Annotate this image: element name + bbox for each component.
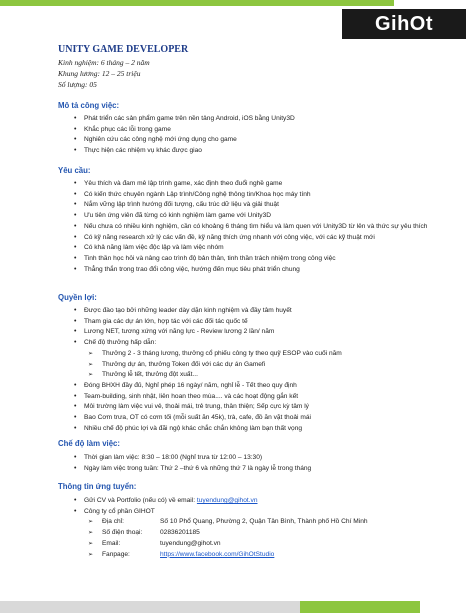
schedule-list (74, 453, 454, 474)
list-item: • Thực hiện các nhiệm vụ khác được giao (74, 146, 454, 157)
list-item: • Công ty cổ phần GIHOT (74, 507, 454, 518)
contact-value: Số 10 Phổ Quang, Phường 2, Quận Tân Bình, Thành phố Hồ Chí Minh (160, 518, 368, 526)
list-item: • Chế độ thưởng hấp dẫn: (74, 338, 454, 349)
list-item: • Lương NET, tương xứng với năng lực - Review lương 2 lần/ năm (74, 327, 454, 338)
list-item: • Được đào tạo bởi những leader dày dặn kinh nghiệm và đầy tâm huyết (74, 306, 454, 317)
job-title: UNITY GAME DEVELOPER (58, 44, 189, 55)
gihot-logo: GihOt (342, 9, 466, 39)
list-item: • Có kỹ năng research xử lý các vấn đề, kỹ năng thích ứng nhanh với công việc, với các kỹ thuật mới (74, 233, 454, 244)
header-band (0, 0, 474, 42)
list-item: • Có kiến thức chuyên ngành Lập trình/Công nghệ thông tin/Khoa học máy tính (74, 190, 454, 201)
list-item: • Nếu chưa có nhiều kinh nghiệm, cần có khoảng 6 tháng tìm hiểu và làm quen với Unity3D từ lên và thức sự yêu thích (74, 222, 454, 233)
apply-heading: Thông tin ứng tuyển: (58, 482, 137, 491)
list-item: • Thẳng thắn trong trao đổi công việc, hướng đến mục tiêu phát triển chung (74, 265, 454, 276)
contact-address (74, 517, 454, 528)
fanpage-link[interactable]: https://www.facebook.com/GihOtStudio (160, 550, 275, 558)
contact-fanpage (74, 550, 454, 561)
benefits-list (74, 306, 454, 434)
contact-value: tuyendung@gihot.vn (160, 539, 221, 547)
list-item: • Bao Cơm trưa, OT có cơm tối (mỗi suất ăn 45k), trà, cafe, đồ ăn vặt thoải mái (74, 413, 454, 424)
list-item: • Tham gia các dự án lớn, hợp tác với các đối tác quốc tế (74, 317, 454, 328)
contact-label: Fanpage: (102, 550, 130, 558)
list-item: • Môi trường làm việc vui vẻ, thoải mái, trẻ trung, thân thiện; Sếp cực kỳ tâm lý (74, 402, 454, 413)
description-heading: Mô tả công việc: (58, 101, 120, 110)
contact-label: Địa chỉ: (102, 518, 124, 526)
sub-list-item: ➢ Thưởng dự án, thưởng Token đối với các dự án Gamefi (74, 360, 454, 371)
contact-phone (74, 528, 454, 539)
list-item: • Có khả năng làm việc độc lập và làm việc nhóm (74, 243, 454, 254)
list-item: • Nhiều chế độ phúc lợi và đãi ngộ khác chắc chắn không làm bạn thất vọng (74, 424, 454, 435)
list-item: • Thời gian làm việc: 8:30 – 18:00 (Nghỉ trưa từ 12:00 – 13:30) (74, 453, 454, 464)
sub-list-item: ➢ Thưởng lễ tết, thưởng đột xuất... (74, 370, 454, 381)
description-list (74, 114, 454, 157)
list-item: • Ưu tiên ứng viên đã từng có kinh nghiệm làm game với Unity3D (74, 211, 454, 222)
list-item: • Team-building, sinh nhật, liên hoan theo mùa.... và các hoạt động gắn kết (74, 392, 454, 403)
benefits-heading: Quyền lợi: (58, 293, 97, 302)
contact-value: 02836201185 (160, 529, 200, 537)
schedule-heading: Chế độ làm việc: (58, 439, 120, 448)
requirements-heading: Yêu cầu: (58, 166, 91, 175)
send-cv-text: Gửi CV và Portfolio (nếu có) về email: (84, 497, 196, 504)
list-item: • Nghiên cứu các công nghệ mới ứng dụng cho game (74, 135, 454, 146)
list-item: • Tinh thần học hỏi và nâng cao trình độ bản thân, tinh thần trách nhiệm trong công việc (74, 254, 454, 265)
footer-band (0, 597, 474, 613)
list-item: • Nắm vững lập trình hướng đối tượng, cấu trúc dữ liệu và giải thuật (74, 200, 454, 211)
quantity-text: Số lượng: 05 (58, 80, 97, 89)
sub-list-item: ➢ Thưởng 2 - 3 tháng lương, thưởng cổ phiếu công ty theo quỹ ESOP vào cuối năm (74, 349, 454, 360)
contact-label: Email: (102, 539, 121, 547)
list-item: • Khắc phục các lỗi trong game (74, 125, 454, 136)
list-item: • Yêu thích và đam mê lập trình game, xác định theo đuổi nghề game (74, 179, 454, 190)
contact-email (74, 539, 454, 550)
requirements-list (74, 179, 454, 275)
footer-gray-bar (0, 601, 300, 613)
list-item: • Đóng BHXH đầy đủ, Nghỉ phép 16 ngày/ năm, nghỉ lễ - Tết theo quy định (74, 381, 454, 392)
list-item: • Ngày làm việc trong tuần: Thứ 2 –thứ 6 và những thứ 7 là ngày lễ trong tháng (74, 464, 454, 475)
apply-list (74, 496, 454, 560)
header-accent-bar (0, 0, 394, 6)
experience-text: Kinh nghiệm: 6 tháng – 2 năm (58, 58, 150, 67)
salary-text: Khung lương: 12 – 25 triệu (58, 69, 141, 78)
footer-accent-bar (300, 601, 420, 613)
list-item: • Phát triển các sản phẩm game trên nền tảng Android, iOS bằng Unity3D (74, 114, 454, 125)
send-email-link[interactable]: tuyendung@gihot.vn (196, 497, 258, 504)
list-item (74, 496, 454, 507)
contact-label: Số điện thoại: (102, 529, 143, 537)
